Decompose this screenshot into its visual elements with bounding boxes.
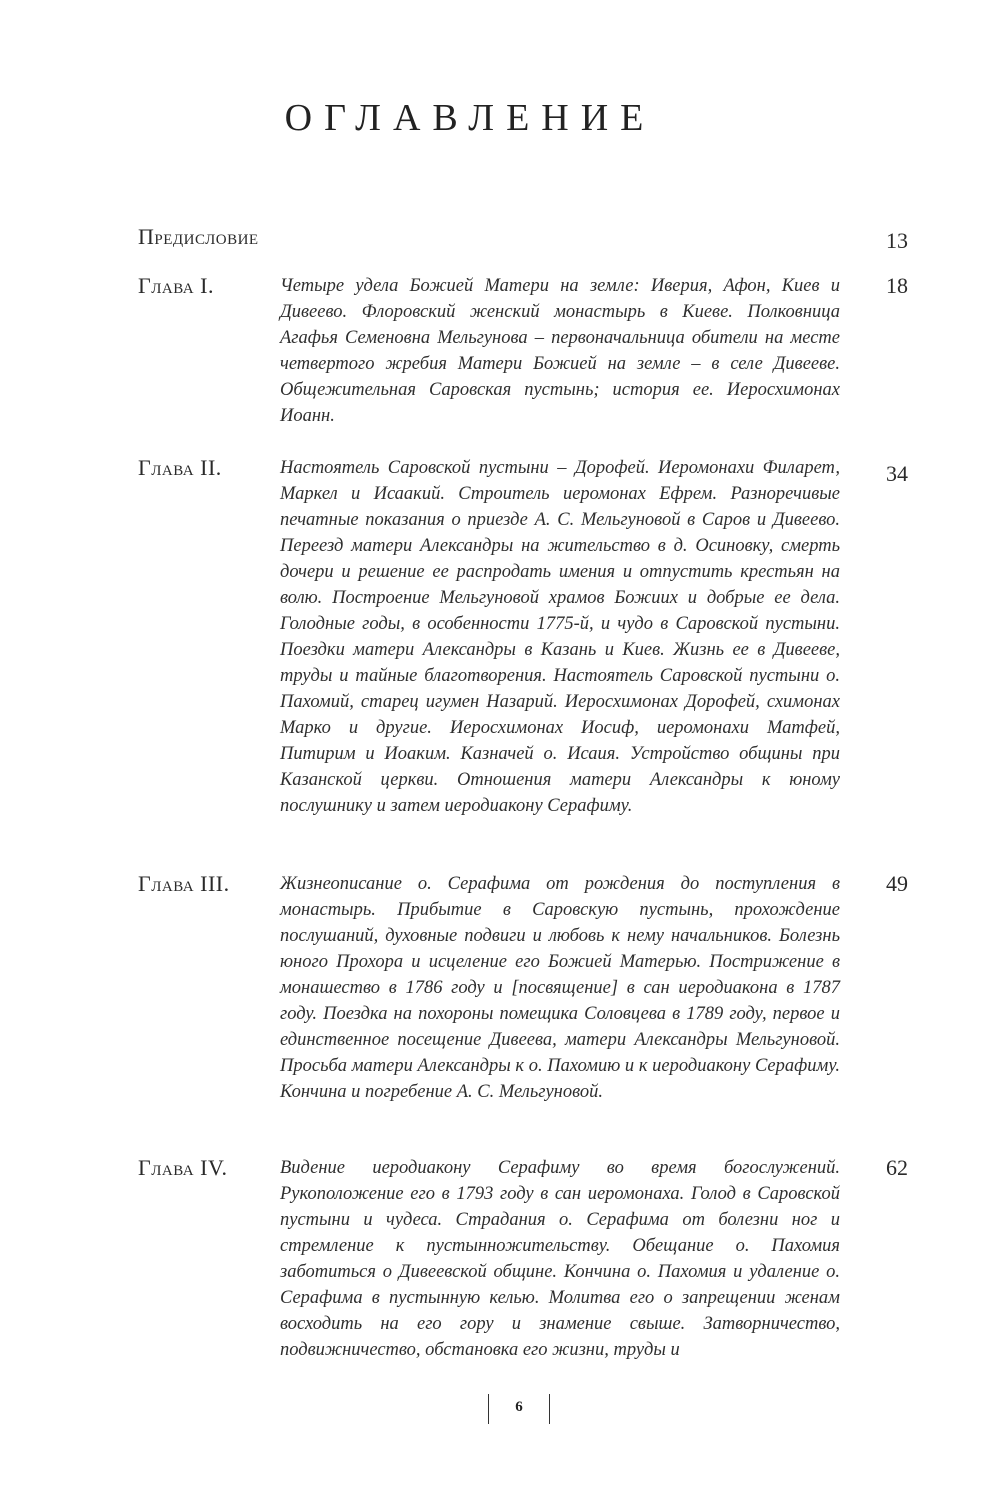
entry-page-number: 62: [886, 1155, 908, 1180]
entry-label: Глава IV.: [138, 1155, 228, 1180]
toc-entry-chapter-2[interactable]: [138, 455, 908, 845]
entry-page-number: 34: [886, 461, 908, 486]
toc-entry-chapter-4[interactable]: [138, 1155, 908, 1365]
toc-entry-preface[interactable]: [138, 224, 908, 254]
toc-entry-chapter-1[interactable]: [138, 273, 908, 433]
entry-label: Глава III.: [138, 871, 230, 896]
entry-description: Настоятель Саровской пустыни – Дорофей. Иеромонахи Филарет, Маркел и Исаакий. Строитель иеромонах Ефрем. Разноречивые печатные показания о приезде А. С. Мельгуновой в Саров и Дивеево. Переезд матери Александры на жительство в д. Осиновку, смерть дочери и решение ее распродать имения и отпустить крестьян на волю. Построение Мельгуновой храмов Божиих и добрые ее дела. Голодные годы, в особенности 1775-й, и чудо в Саровской пустыни. Поездки матери Александры в Казань и Киев. Жизнь ее в Дивееве, труды и тайные благотворения. Настоятель Саровской пустыни о. Пахомий, старец игумен Назарий. Иеросхимонах Дорофей, схимонах Марко и другие. Иеросхимонах Иосиф, иеромонахи Матфей, Питирим и Иоаким. Казначей о. Исаия. Устройство общины при Казанской церкви. Отношения матери Александры к юному послушнику и затем иеродиакону Серафиму.: [280, 458, 840, 816]
entry-page-number: 13: [886, 228, 908, 253]
entry-label: Глава II.: [138, 455, 222, 480]
footer-divider-left: [488, 1394, 489, 1424]
page-footer: [486, 1394, 552, 1424]
entry-label: Глава I.: [138, 273, 214, 298]
entry-description: Четыре удела Божией Матери на земле: Иверия, Афон, Киев и Дивеево. Флоровский женский монастырь в Киеве. Полковница Агафья Семеновна Мельгунова – первоначальница обители на месте четвертого жребия Матери Божией на земле – в селе Дивееве. Общежительная Саровская пустынь; история ее. Иеросхимонах Иоанн.: [280, 276, 840, 426]
entry-description: Жизнеописание о. Серафима от рождения до поступления в монастырь. Прибытие в Саровскую пустынь, прохождение послушаний, духовные подвиги и любовь к нему начальников. Болезнь юного Прохора и исцеление его Божией Матерью. Пострижение в монашество в 1786 году и [посвящение] в сан иеродиакона в 1787 году. Поездка на похороны помещика Соловцева в 1789 году, первое и единственное посещение Дивеева, матери Александры Мельгуновой. Просьба матери Александры к о. Пахомию и к иеродиакону Серафиму. Кончина и погребение А. С. Мельгуновой.: [280, 874, 840, 1102]
entry-page-number: 49: [886, 871, 908, 896]
entry-description: Видение иеродиакону Серафиму во время богослужений. Рукоположение его в 1793 году в сан иеромонаха. Голод в Саровской пустыни и чудеса. Страдания о. Серафима от болезни ног и стремление к пустынножительству. Обещание о. Пахомия заботиться о Дивеевской общине. Кончина о. Пахомия и удаление о. Серафима в пустынную келью. Молитва его о запрещении женам восходить на его гору и знамение свыше. Затворничество, подвижничество, обстановка его жизни, труды и: [280, 1158, 840, 1360]
page-number: 6: [515, 1399, 523, 1415]
footer-divider-right: [549, 1394, 550, 1424]
toc-entry-chapter-3[interactable]: [138, 871, 908, 1131]
page-title: ОГЛАВЛЕНИЕ: [284, 97, 656, 139]
entry-page-number: 18: [886, 273, 908, 298]
entry-label: Предисловие: [138, 224, 259, 249]
